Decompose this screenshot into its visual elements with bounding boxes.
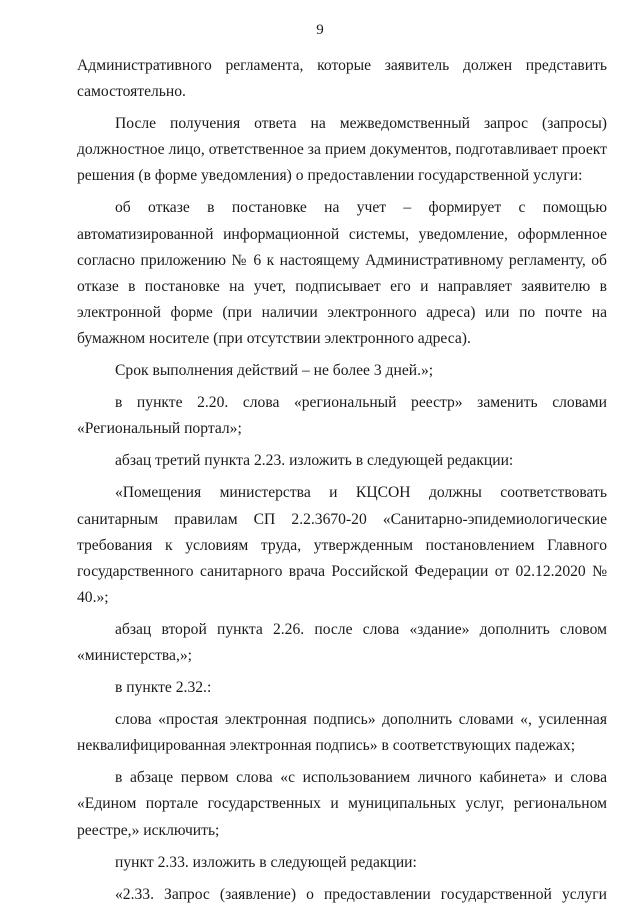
paragraph-8: абзац второй пункта 2.26. после слова «здание» дополнить словом «министерства,»; <box>77 620 607 664</box>
page-number: 9 <box>316 22 324 38</box>
paragraph-4: Срок выполнения действий – не более 3 дней.»; <box>115 362 434 380</box>
paragraph-9: в пункте 2.32.: <box>115 679 212 697</box>
paragraph-10: слова «простая электронная подпись» дополнить словами «, усиленная неквалифицированная электронная подпись» в соответствующих падежах; <box>77 711 607 755</box>
paragraph-2: После получения ответа на межведомственный запрос (запросы) должностное лицо, ответственное за прием документов, подготавливает проект решения (в форме уведомления) о предоставлении государственной услуги: <box>77 115 607 185</box>
paragraph-3: об отказе в постановке на учет – формирует с помощью автоматизированной информационной системы, уведомление, оформленное согласно приложению № 6 к настоящему Административному регламенту, об отказе в постановке на учет, подписывает его и направляет заявителю в электронной форме (при наличии электронного адреса) или по почте на бумажном носителе (при отсутствии электронного адреса). <box>77 199 607 347</box>
document-body <box>77 53 607 908</box>
paragraph-7: «Помещения министерства и КЦСОН должны соответствовать санитарным правилам СП 2.2.3670-20 «Санитарно-эпидемиологические требования к условиям труда, утвержденным постановлением Главного государственного санитарного врача Российской Федерации от 02.12.2020 № 40.»; <box>77 484 607 606</box>
paragraph-12: пункт 2.33. изложить в следующей редакции: <box>115 853 417 871</box>
paragraph-11: в абзаце первом слова «с использованием личного кабинета» и слова «Едином портале государственных и муниципальных услуг, региональном реестре,» исключить; <box>77 769 607 839</box>
paragraph-1: Административного регламента, которые заявитель должен представить самостоятельно. <box>77 57 607 101</box>
paragraph-6: абзац третий пункта 2.23. изложить в следующей редакции: <box>115 452 514 470</box>
paragraph-13: «2.33. Запрос (заявление) о предоставлении государственной услуги <box>115 885 607 903</box>
paragraph-5: в пункте 2.20. слова «региональный реестр» заменить словами «Региональный портал»; <box>77 394 607 438</box>
